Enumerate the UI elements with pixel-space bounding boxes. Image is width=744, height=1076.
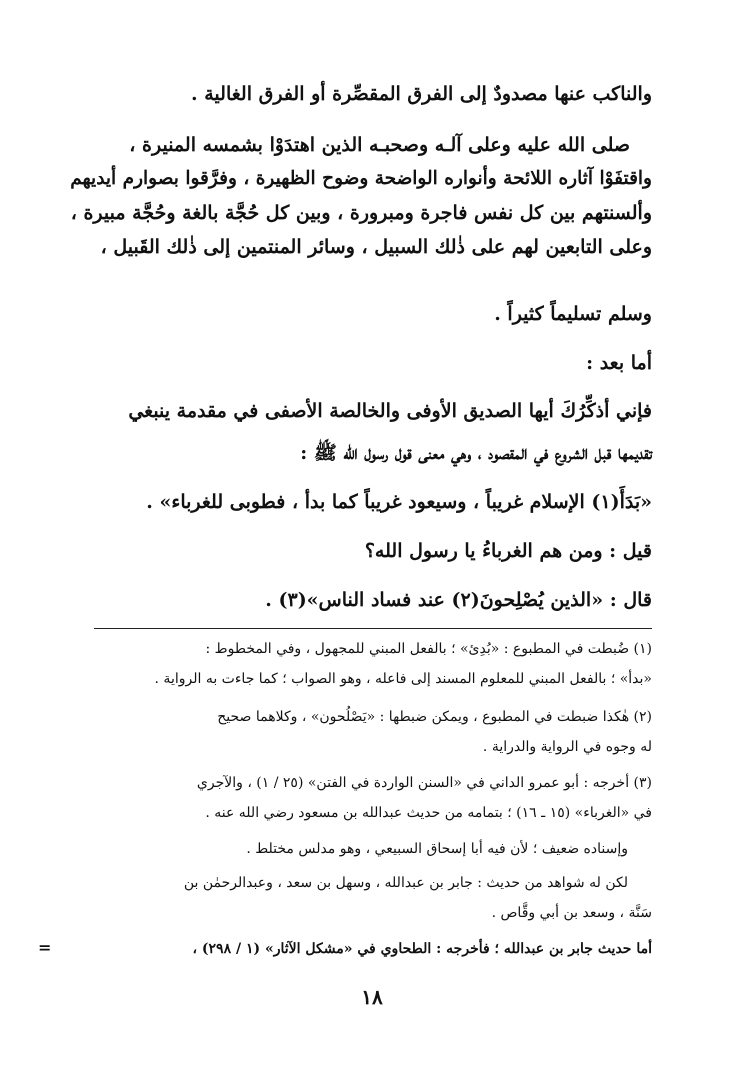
- text-line: أما بعد :: [586, 352, 652, 374]
- footnote-line: وإسناده ضعيف ؛ لأن فيه أبا إسحاق السبيعي ، وهو مدلس مختلط .: [246, 841, 628, 857]
- text-line: والناكب عنها مصدودٌ إلى الفرق المقصِّرة أو الفرق الغالية .: [191, 83, 652, 105]
- footnote-line: (١) ضُبطت في المطبوع : «بُدِئ» ؛ بالفعل المبني للمجهول ، وفي المخطوط :: [205, 641, 652, 657]
- footnote-line: (٣) أخرجه : أبو عمرو الداني في «السنن الواردة في الفتن» (٢٥ / ١) ، والآجري: [196, 775, 652, 791]
- text-line: واقتفَوْا آثاره اللائحة وأنواره الواضحة وضوح الظهيرة ، وفرَّقوا بصوارم أيديهم: [70, 168, 652, 189]
- footnote-line: أما حديث جابر بن عبدالله ؛ فأخرجه : الطحاوي في «مشكل الآثار» (١ / ٢٩٨) ،: [192, 941, 652, 957]
- text-line: وألسنتهم بين كل نفس فاجرة ومبرورة ، وبين كل حُجَّة بالغة وحُجَّة مبيرة ،: [70, 202, 652, 224]
- text-line: قال : «الذين يُصْلِحونَ(٢) عند فساد الناس»(٣) .: [265, 589, 652, 611]
- footnote-line: في «الغرباء» (١٥ ـ ١٦) ؛ بتمامه من حديث عبدالله بن مسعود رضي الله عنه .: [205, 805, 652, 821]
- text-line: وسلم تسليماً كثيراً .: [494, 303, 652, 325]
- continuation-mark: =: [38, 938, 52, 957]
- text-line: وعلى التابعين لهم على ذٰلك السبيل ، وسائر المنتمين إلى ذٰلك القَبيل ،: [100, 236, 652, 258]
- text-line: صلى الله عليه وعلى آلـه وصحبـه الذين اهتدَوْا بشمسه المنيرة ،: [129, 134, 630, 156]
- hadith-quote: «بَدَأَ(١) الإسلام غريباً ، وسيعود غريباً كما بدأ ، فطوبى للغرباء» .: [146, 491, 652, 513]
- page-number: ١٨: [361, 985, 383, 1009]
- footnote-line: سَنَّة ، وسعد بن أبي وقَّاص .: [491, 905, 652, 921]
- footnote-line: (٢) هٰكذا ضبطت في المطبوع ، ويمكن ضبطها : «يَصْلُحون» ، وكلاهما صحيح: [217, 709, 652, 725]
- footnote-line: «بدأ» ؛ بالفعل المبني للمعلوم المسند إلى فاعله ، وهو الصواب ؛ كما جاءت به الرواية .: [154, 671, 652, 687]
- text-line: قيل : ومن هم الغرباءُ يا رسول الله؟: [364, 540, 652, 562]
- footnote-line: لكن له شواهد من حديث : جابر بن عبدالله ، وسهل بن سعد ، وعبدالرحمٰن بن: [183, 875, 628, 891]
- footnotes: [60, 0, 652, 970]
- text-line: تقديمها قبل الشروع في المقصود ، وهي معنى قول رسول الله ﷺ :: [300, 442, 652, 464]
- text-line: فإني أذكِّرُكَ أيها الصديق الأوفى والخالصة الأصفى في مقدمة ينبغي: [128, 400, 652, 422]
- footnote-line: له وجوه في الرواية والدراية .: [482, 739, 652, 755]
